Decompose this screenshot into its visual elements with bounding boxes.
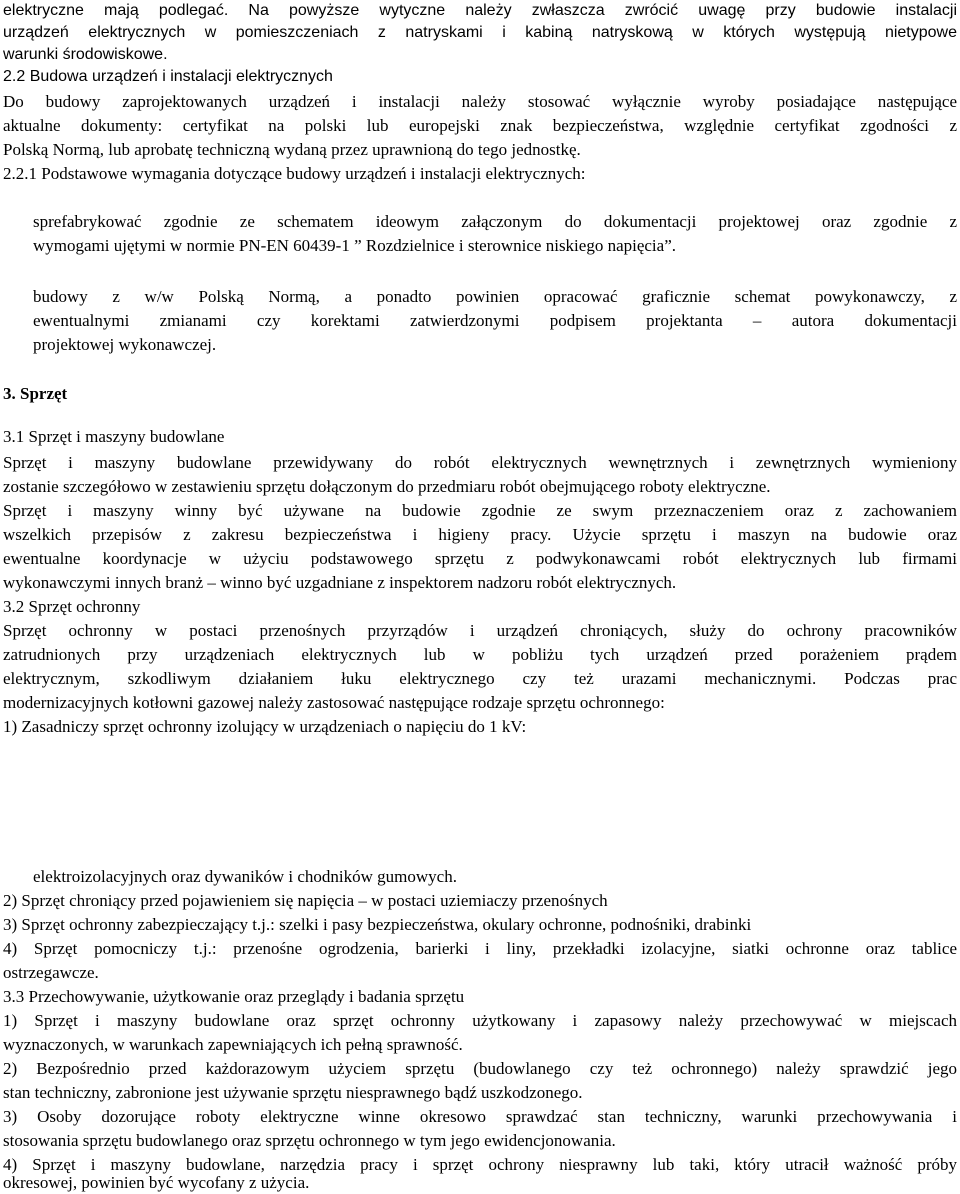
text-line: 4) Sprzęt i maszyny budowlane, narzędzia pracy i sprzęt ochrony niesprawny lub taki, który utracił ważność próby: [3, 1155, 957, 1174]
text-line: stan techniczny, zabronione jest używanie sprzętu niesprawnego bądź uszkodzonego.: [3, 1083, 583, 1102]
text-line: zatrudnionych przy urządzeniach elektrycznych lub w pobliżu tych urządzeń przed porażeniem prądem: [3, 645, 957, 664]
text-line: 2) Bezpośrednio przed każdorazowym użyciem sprzętu (budowlanego czy też ochronnego) należy sprawdzić jego: [3, 1059, 957, 1078]
text-line: aktualne dokumenty: certyfikat na polski lub europejski znak bezpieczeństwa, względnie certyfikat zgodności z: [3, 116, 957, 135]
text-line: ewentualnymi zmianami czy korektami zatwierdzonymi podpisem projektanta – autora dokumentacji: [33, 311, 957, 330]
text-line: warunki środowiskowe.: [3, 46, 168, 63]
text-line: Sprzęt i maszyny winny być używane na budowie zgodnie ze swym przeznaczeniem oraz z zachowaniem: [3, 501, 957, 520]
text-line: ewentualne koordynacje w użyciu podstawowego sprzętu z podwykonawcami robót elektrycznych lub firmami: [3, 549, 957, 568]
text-line: sprefabrykować zgodnie ze schematem ideowym załączonym do dokumentacji projektowej oraz zgodnie z: [33, 212, 957, 231]
text-line: 3) Osoby dozorujące roboty elektryczne winne okresowo sprawdzać stan techniczny, warunki przechowywania i: [3, 1107, 957, 1126]
text-line: projektowej wykonawczej.: [33, 335, 217, 354]
text-line: stosowania sprzętu budowlanego oraz sprzętu ochronnego w tym jego ewidencjonowania.: [3, 1131, 616, 1150]
text-line: Polską Normą, lub aprobatę techniczną wydaną przez uprawnioną do tego jednostkę.: [3, 140, 581, 159]
text-line: wyznaczonych, w warunkach zapewniających ich pełną sprawność.: [3, 1035, 463, 1054]
text-line: zostanie szczegółowo w zestawieniu sprzętu dołączonym do przedmiaru robót obejmującego roboty elektryczne.: [3, 477, 771, 496]
section-heading-2-2-1: 2.2.1 Podstawowe wymagania dotyczące budowy urządzeń i instalacji elektrycznych:: [3, 164, 586, 183]
text-line: 4) Sprzęt pomocniczy t.j.: przenośne ogrodzenia, barierki i liny, przekładki izolacyjne, siatki ochronne oraz tablice: [3, 939, 957, 958]
text-line: wszelkich przepisów z zakresu bezpieczeństwa i higieny pracy. Użycie sprzętu i maszyn na budowie oraz: [3, 525, 957, 544]
text-line: wymogami ujętymi w normie PN-EN 60439-1 ” Rozdzielnice i sterownice niskiego napięcia”.: [33, 236, 676, 255]
chapter-heading-3: 3. Sprzęt: [3, 384, 68, 403]
section-heading-3-2: 3.2 Sprzęt ochronny: [3, 597, 141, 616]
text-line: Do budowy zaprojektowanych urządzeń i instalacji należy stosować wyłącznie wyroby posiadające następujące: [3, 92, 957, 111]
text-line: okresowej, powinien być wycofany z użycia.: [3, 1173, 310, 1192]
text-line: urządzeń elektrycznych w pomieszczeniach z natryskami i kabiną natryskową w których występują nietypowe: [3, 24, 957, 41]
text-line: elektryczne mają podlegać. Na powyższe wytyczne należy zwłaszcza zwrócić uwagę przy budowie instalacji: [3, 2, 957, 19]
text-line: 2) Sprzęt chroniący przed pojawieniem się napięcia – w postaci uziemiaczy przenośnych: [3, 891, 608, 910]
text-line: elektrycznym, szkodliwym działaniem łuku elektrycznego czy też urazami mechanicznymi. Podczas prac: [3, 669, 957, 688]
text-line: Sprzęt i maszyny budowlane przewidywany do robót elektrycznych wewnętrznych i zewnętrznych wymieniony: [3, 453, 957, 472]
text-line: Sprzęt ochronny w postaci przenośnych przyrządów i urządzeń chroniących, służy do ochrony pracowników: [3, 621, 957, 640]
text-line: elektroizolacyjnych oraz dywaników i chodników gumowych.: [33, 867, 457, 886]
text-line: 1) Sprzęt i maszyny budowlane oraz sprzęt ochronny użytkowany i zapasowy należy przechowywać w miejscach: [3, 1011, 957, 1030]
text-line: 1) Zasadniczy sprzęt ochronny izolujący w urządzeniach o napięciu do 1 kV:: [3, 717, 527, 736]
text-line: budowy z w/w Polską Normą, a ponadto powinien opracować graficznie schemat powykonawczy, z: [33, 287, 957, 306]
text-line: 3) Sprzęt ochronny zabezpieczający t.j.: szelki i pasy bezpieczeństwa, okulary ochronne, podnośniki, drabinki: [3, 915, 752, 934]
section-heading-3-1: 3.1 Sprzęt i maszyny budowlane: [3, 427, 225, 446]
section-heading-3-3: 3.3 Przechowywanie, użytkowanie oraz przeglądy i badania sprzętu: [3, 987, 465, 1006]
text-line: ostrzegawcze.: [3, 963, 99, 982]
text-line: modernizacyjnych kotłowni gazowej należy zastosować następujące rodzaje sprzętu ochronnego:: [3, 693, 665, 712]
text-line: wykonawczymi innych branż – winno być uzgadniane z inspektorem nadzoru robót elektrycznych.: [3, 573, 677, 592]
section-heading-2-2: 2.2 Budowa urządzeń i instalacji elektrycznych: [3, 68, 333, 85]
